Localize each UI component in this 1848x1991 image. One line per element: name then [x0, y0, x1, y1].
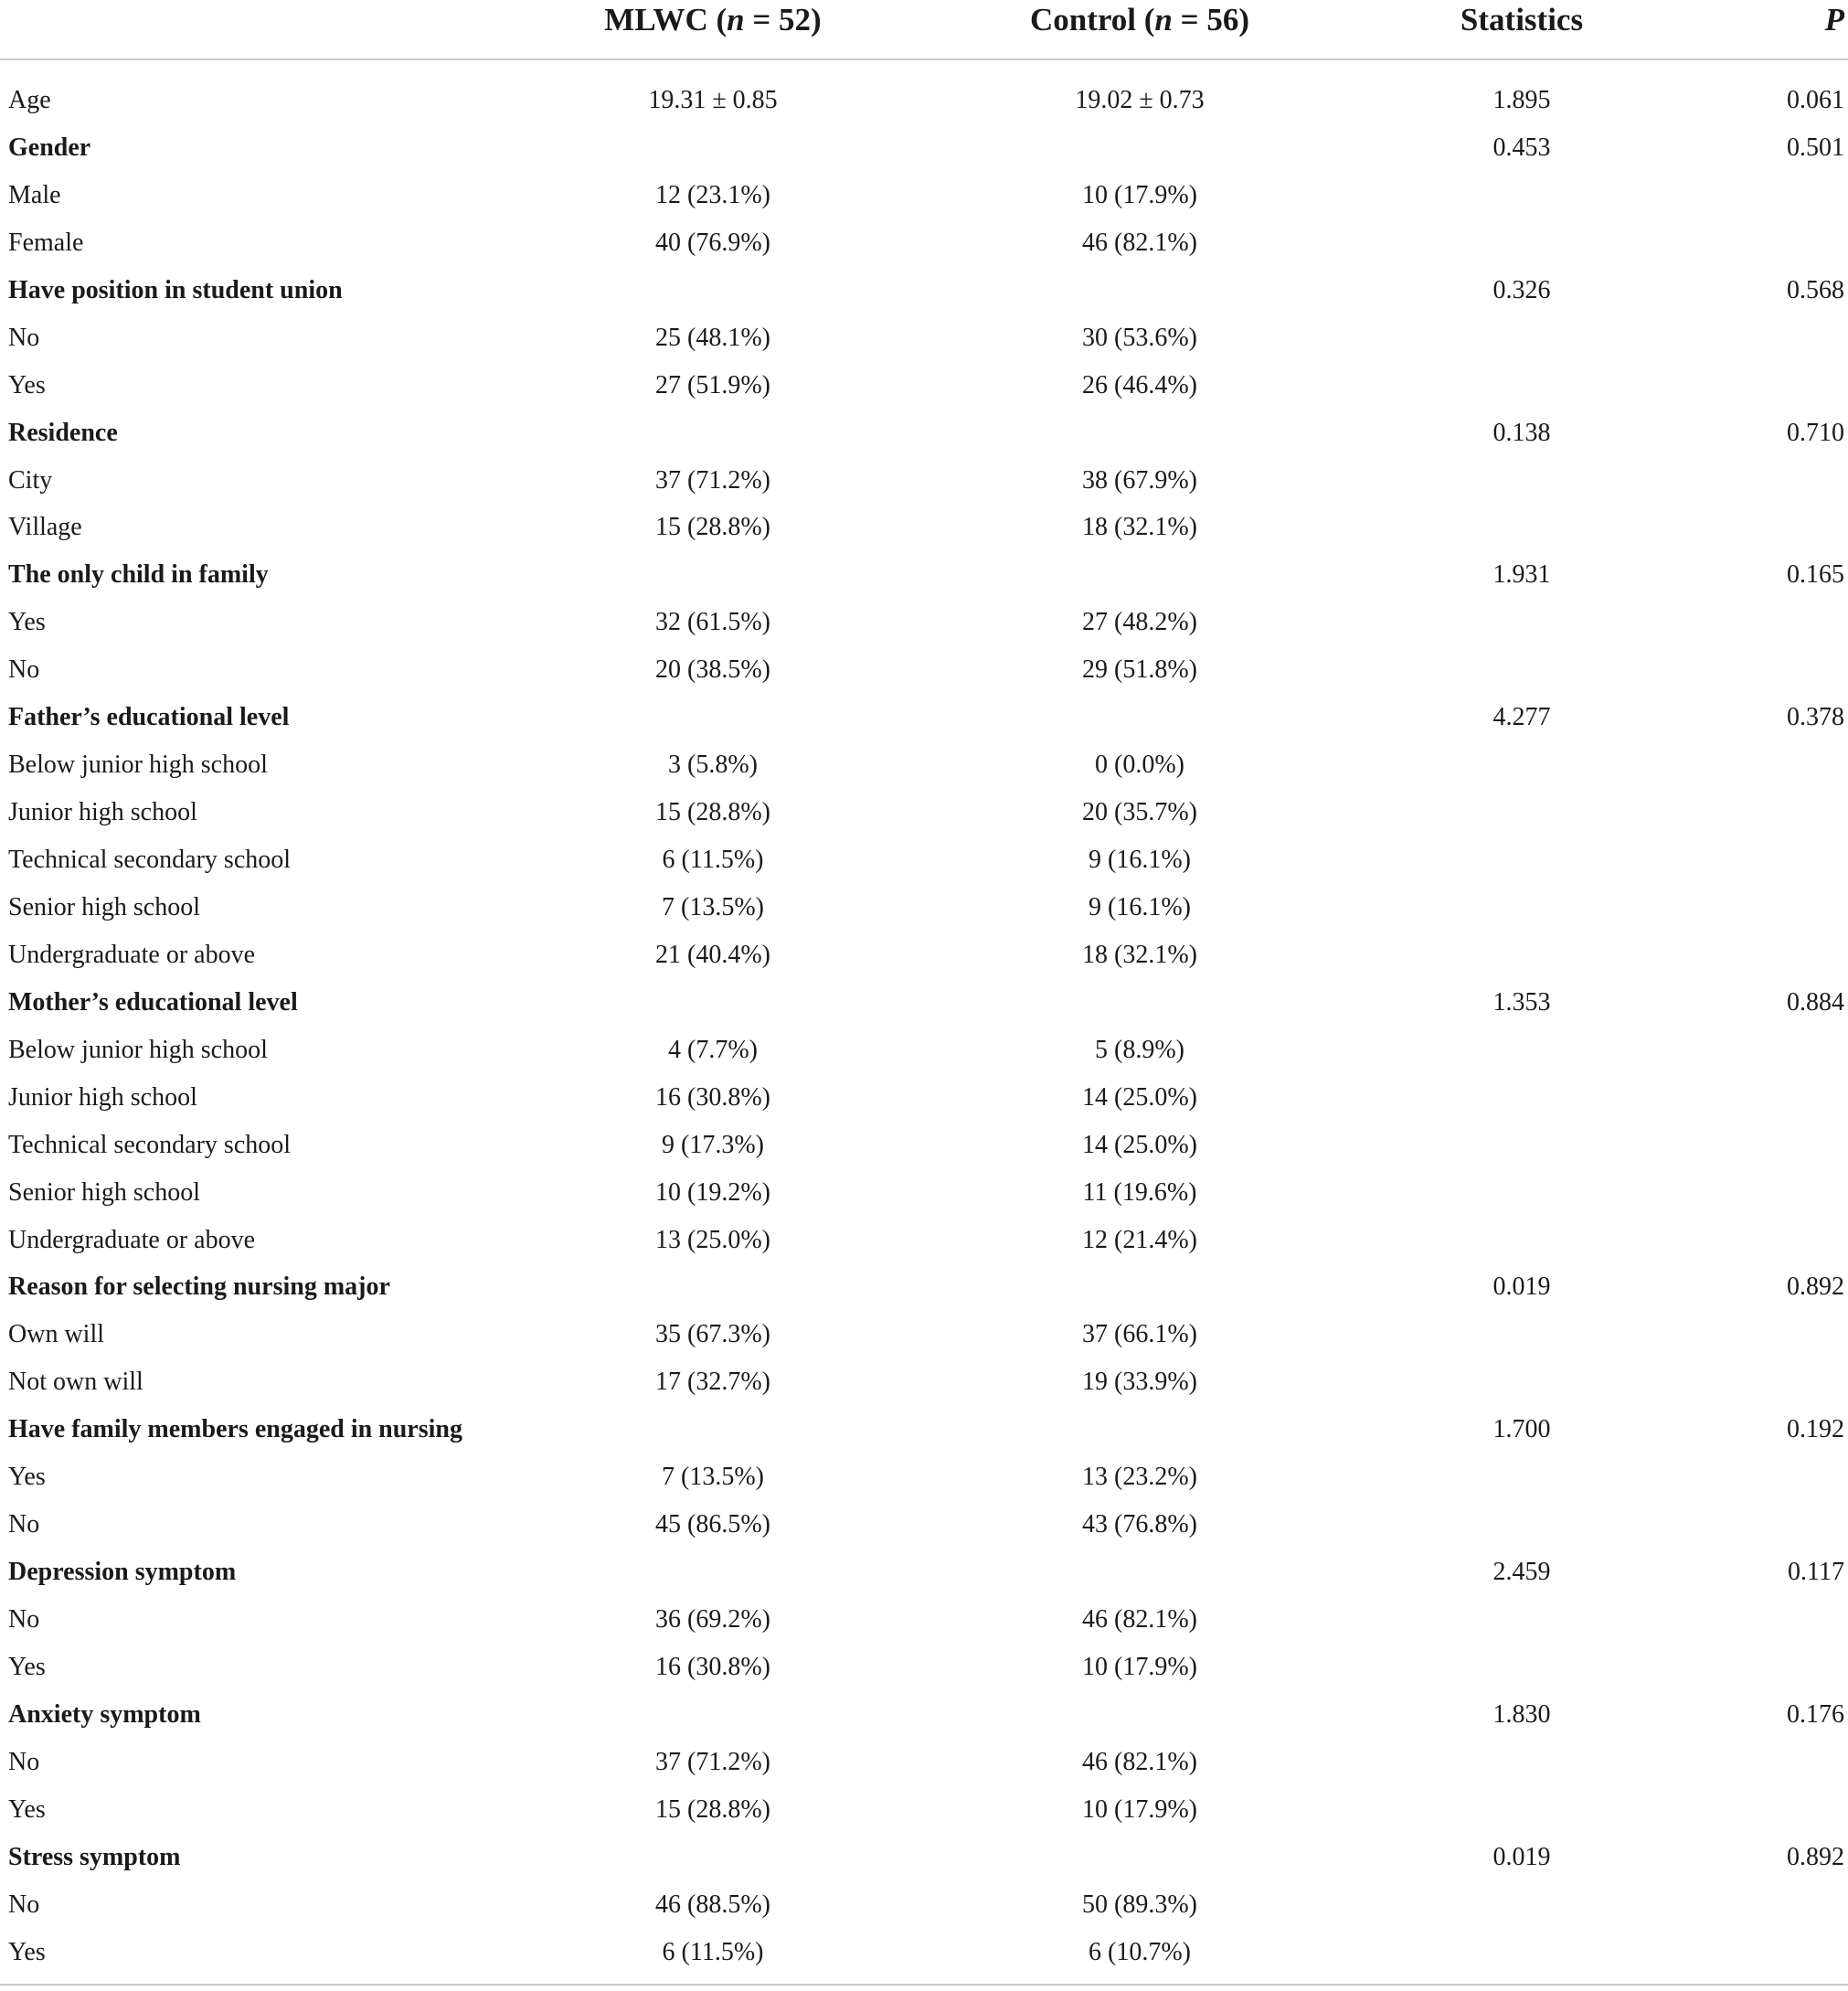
p-value-cell: 0.061: [1787, 86, 1844, 114]
header-control-suffix: = 56): [1172, 2, 1249, 37]
mlwc-cell: 32 (61.5%): [655, 608, 770, 637]
row-label: Undergraduate or above: [8, 940, 256, 969]
row-label: Village: [8, 513, 82, 542]
p-value-cell: 0.710: [1787, 418, 1844, 447]
header-p-label: P: [1824, 2, 1844, 37]
control-cell: 14 (25.0%): [1082, 1130, 1197, 1159]
mlwc-cell: 20 (38.5%): [655, 655, 770, 685]
row-label: No: [8, 323, 40, 352]
mlwc-cell: 7 (13.5%): [662, 892, 764, 921]
control-cell: 46 (82.1%): [1082, 1605, 1197, 1634]
p-value-cell: 0.378: [1787, 703, 1844, 732]
control-cell: 11 (19.6%): [1082, 1177, 1197, 1207]
row-label: No: [8, 655, 40, 685]
table-row: [0, 1125, 1848, 1173]
table-row: [0, 1315, 1848, 1362]
mlwc-cell: 16 (30.8%): [655, 1082, 770, 1112]
header-p: [1825, 0, 1844, 40]
p-value-cell: 0.176: [1787, 1699, 1844, 1729]
control-cell: 9 (16.1%): [1089, 892, 1191, 921]
control-cell: 12 (21.4%): [1082, 1225, 1197, 1254]
mlwc-cell: 40 (76.9%): [655, 228, 770, 257]
statistics-cell: 1.895: [1492, 86, 1551, 114]
control-cell: 20 (35.7%): [1082, 798, 1197, 827]
mlwc-cell: 27 (51.9%): [655, 370, 770, 399]
row-label: Have family members engaged in nursing: [8, 1415, 462, 1444]
row-label: Yes: [8, 370, 46, 399]
row-label: Yes: [8, 1937, 46, 1966]
table-row: [0, 1173, 1848, 1220]
mlwc-cell: 25 (48.1%): [655, 323, 770, 352]
table-section-row: [0, 1267, 1848, 1315]
control-cell: 38 (67.9%): [1082, 465, 1197, 495]
mlwc-cell: 37 (71.2%): [655, 1747, 770, 1776]
table-section-row: [0, 413, 1848, 461]
row-label: Technical secondary school: [8, 846, 292, 874]
row-label: Yes: [8, 1463, 46, 1492]
bottom-rule: [0, 1984, 1848, 1986]
mlwc-cell: 35 (67.3%): [655, 1320, 770, 1349]
row-label: No: [8, 1605, 40, 1634]
row-label: Below junior high school: [8, 1035, 268, 1064]
row-label: Stress symptom: [8, 1842, 181, 1871]
table-section-row: [0, 1837, 1848, 1885]
control-cell: 10 (17.9%): [1082, 180, 1197, 209]
header-control: [957, 0, 1322, 40]
p-value-cell: 0.892: [1787, 1842, 1844, 1871]
header-control-prefix: Control (: [1029, 2, 1155, 37]
statistics-cell: 1.830: [1492, 1699, 1551, 1729]
table-row: [0, 223, 1848, 271]
row-label: Mother’s educational level: [8, 987, 298, 1017]
row-label: Yes: [8, 608, 46, 637]
table-section-row: [0, 271, 1848, 318]
mlwc-cell: 6 (11.5%): [662, 1937, 764, 1966]
control-cell: 29 (51.8%): [1082, 655, 1197, 685]
table-row: [0, 1932, 1848, 1980]
mlwc-cell: 19.31 ± 0.85: [648, 86, 778, 114]
table-row: [0, 1457, 1848, 1505]
table-section-row: [0, 1410, 1848, 1457]
mlwc-cell: 6 (11.5%): [662, 846, 764, 874]
table-row: [0, 1600, 1848, 1647]
header-mlwc-n: n: [727, 2, 745, 37]
table-row: [0, 745, 1848, 793]
row-label: Senior high school: [8, 1177, 200, 1207]
statistics-cell: 1.931: [1492, 560, 1551, 590]
table-row: [0, 1885, 1848, 1932]
row-label: City: [8, 465, 53, 495]
statistics-cell: 0.019: [1492, 1842, 1551, 1871]
mlwc-cell: 7 (13.5%): [662, 1463, 764, 1492]
row-label: Senior high school: [8, 892, 200, 921]
row-label: No: [8, 1890, 40, 1919]
mlwc-cell: 4 (7.7%): [668, 1035, 758, 1064]
mlwc-cell: 9 (17.3%): [662, 1130, 764, 1159]
mlwc-cell: 15 (28.8%): [655, 798, 770, 827]
row-label: Own will: [8, 1320, 104, 1349]
table-row: [0, 935, 1848, 983]
mlwc-cell: 36 (69.2%): [655, 1605, 770, 1634]
mlwc-cell: 15 (28.8%): [655, 1794, 770, 1824]
mlwc-cell: 21 (40.4%): [655, 940, 770, 969]
row-label: Anxiety symptom: [8, 1699, 201, 1729]
row-label: Depression symptom: [8, 1558, 237, 1587]
mlwc-cell: 12 (23.1%): [655, 180, 770, 209]
row-label: Residence: [8, 418, 118, 447]
row-label: Below junior high school: [8, 751, 268, 780]
p-value-cell: 0.192: [1787, 1415, 1844, 1444]
p-value-cell: 0.568: [1787, 275, 1844, 304]
row-label: Yes: [8, 1652, 46, 1681]
mlwc-cell: 3 (5.8%): [668, 751, 758, 780]
row-label: Junior high school: [8, 1082, 197, 1112]
control-cell: 30 (53.6%): [1082, 323, 1197, 352]
table-row: [0, 176, 1848, 223]
control-cell: 0 (0.0%): [1095, 751, 1184, 780]
table-row: [0, 1790, 1848, 1837]
row-label: Have position in student union: [8, 275, 343, 304]
control-cell: 26 (46.4%): [1082, 370, 1197, 399]
table-section-row: [0, 1552, 1848, 1600]
table-row: [0, 1362, 1848, 1410]
table-row: [0, 888, 1848, 935]
table-row: [0, 1742, 1848, 1790]
statistics-cell: 1.700: [1492, 1415, 1551, 1444]
table-row: [0, 1505, 1848, 1552]
table-row: [0, 507, 1848, 555]
control-cell: 46 (82.1%): [1082, 1747, 1197, 1776]
statistics-cell: 0.138: [1492, 418, 1551, 447]
mlwc-cell: 10 (19.2%): [655, 1177, 770, 1207]
statistics-cell: 4.277: [1492, 703, 1551, 732]
control-cell: 10 (17.9%): [1082, 1652, 1197, 1681]
p-value-cell: 0.501: [1787, 133, 1844, 162]
p-value-cell: 0.117: [1788, 1558, 1844, 1587]
mlwc-cell: 37 (71.2%): [655, 465, 770, 495]
row-label: No: [8, 1747, 40, 1776]
table-row: [0, 840, 1848, 888]
row-label: Male: [8, 180, 61, 209]
control-cell: 27 (48.2%): [1082, 608, 1197, 637]
row-label: Not own will: [8, 1368, 143, 1397]
mlwc-cell: 15 (28.8%): [655, 513, 770, 542]
row-label: The only child in family: [8, 560, 269, 590]
table-row: [0, 80, 1848, 128]
table-row: [0, 1030, 1848, 1078]
control-cell: 18 (32.1%): [1082, 940, 1197, 969]
control-cell: 14 (25.0%): [1082, 1082, 1197, 1112]
row-label: No: [8, 1510, 40, 1539]
row-label: Undergraduate or above: [8, 1225, 256, 1254]
control-cell: 19.02 ± 0.73: [1075, 86, 1205, 114]
statistics-cell: 0.453: [1492, 133, 1551, 162]
mlwc-cell: 16 (30.8%): [655, 1652, 770, 1681]
mlwc-cell: 45 (86.5%): [655, 1510, 770, 1539]
row-label: Father’s educational level: [8, 703, 290, 732]
mlwc-cell: 46 (88.5%): [655, 1890, 770, 1919]
control-cell: 6 (10.7%): [1089, 1937, 1191, 1966]
control-cell: 5 (8.9%): [1095, 1035, 1184, 1064]
control-cell: 19 (33.9%): [1082, 1368, 1197, 1397]
mlwc-cell: 17 (32.7%): [655, 1368, 770, 1397]
header-statistics: Statistics: [1460, 2, 1584, 37]
row-label: Technical secondary school: [8, 1130, 292, 1159]
row-label: Gender: [8, 133, 91, 162]
table-section-row: [0, 983, 1848, 1030]
header-mlwc-suffix: = 52): [744, 2, 822, 37]
p-value-cell: 0.884: [1787, 987, 1844, 1017]
control-cell: 18 (32.1%): [1082, 513, 1197, 542]
table-row: [0, 461, 1848, 508]
statistics-cell: 2.459: [1492, 1558, 1551, 1587]
table-row: [0, 602, 1848, 650]
control-cell: 50 (89.3%): [1082, 1890, 1197, 1919]
control-cell: 10 (17.9%): [1082, 1794, 1197, 1824]
table-section-row: [0, 697, 1848, 745]
p-value-cell: 0.165: [1787, 560, 1844, 590]
statistics-cell: 1.353: [1492, 987, 1551, 1017]
table-row: [0, 318, 1848, 366]
table-row: [0, 793, 1848, 840]
row-label: Age: [8, 86, 51, 114]
control-cell: 43 (76.8%): [1082, 1510, 1197, 1539]
control-cell: 9 (16.1%): [1089, 846, 1191, 874]
table-row: [0, 1220, 1848, 1268]
row-label: Yes: [8, 1794, 46, 1824]
statistics-cell: 0.019: [1492, 1272, 1551, 1302]
table-section-row: [0, 1695, 1848, 1742]
control-cell: 13 (23.2%): [1082, 1463, 1197, 1492]
table-row: [0, 1647, 1848, 1695]
table-row: [0, 1078, 1848, 1125]
mlwc-cell: 13 (25.0%): [655, 1225, 770, 1254]
table-section-row: [0, 555, 1848, 602]
row-label: Reason for selecting nursing major: [8, 1272, 390, 1302]
control-cell: 46 (82.1%): [1082, 228, 1197, 257]
table-row: [0, 366, 1848, 413]
p-value-cell: 0.892: [1787, 1272, 1844, 1302]
header-mlwc-prefix: MLWC (: [604, 2, 728, 37]
header-control-n: n: [1154, 2, 1173, 37]
row-label: Junior high school: [8, 798, 197, 827]
statistics-cell: 0.326: [1492, 275, 1551, 304]
row-label: Female: [8, 228, 84, 257]
control-cell: 37 (66.1%): [1082, 1320, 1197, 1349]
table-header-row: [0, 0, 1848, 60]
table-row: [0, 650, 1848, 697]
table-section-row: [0, 128, 1848, 176]
table-body: [0, 80, 1848, 1980]
header-mlwc: [530, 0, 896, 40]
